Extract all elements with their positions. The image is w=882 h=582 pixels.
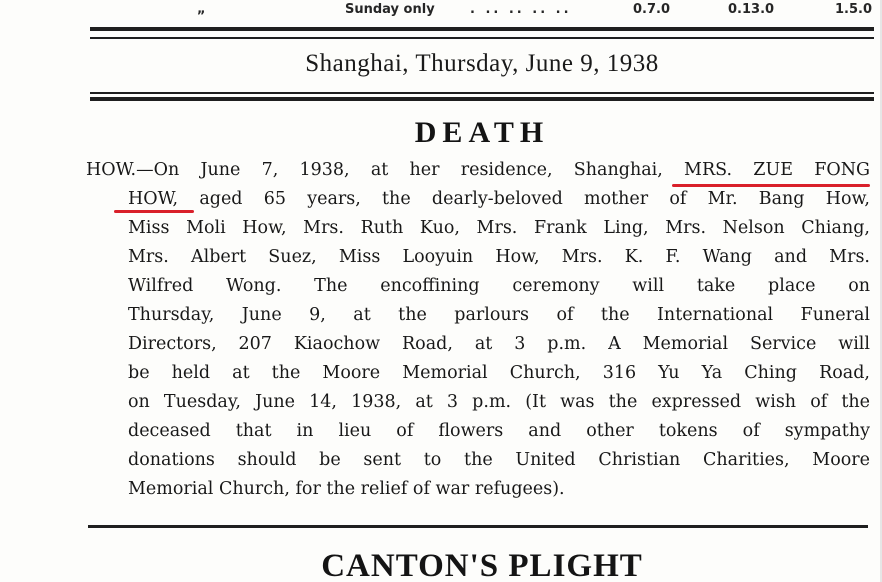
notice-heading: DEATH <box>414 116 550 149</box>
dateline: Shanghai, Thursday, June 9, 1938 <box>305 50 659 77</box>
notice-line-12: Memorial Church, for the relief of war refugees). <box>128 479 565 499</box>
notice-line-9: on Tuesday, June 14, 1938, at 3 p.m. (It was the expressed wish of the <box>128 392 870 412</box>
rate-value-1: 0.7.0 <box>633 2 671 17</box>
rate-row-label: Sunday only <box>345 2 435 17</box>
rate-value-2: 0.13.0 <box>728 2 775 17</box>
notice-line-8: be held at the Moore Memorial Church, 316 Yu Ya Ching Road, <box>128 363 870 383</box>
notice-line-2: HOW, aged 65 years, the dearly-beloved mother of Mr. Bang How, <box>128 189 870 209</box>
notice-line-7: Directors, 207 Kiaochow Road, at 3 p.m. A Memorial Service will <box>128 334 870 354</box>
highlight-underline-name-part-2 <box>114 210 194 213</box>
next-article-heading: CANTON'S PLIGHT <box>321 548 643 582</box>
notice-line-4: Mrs. Albert Suez, Miss Looyuin How, Mrs. K. F. Wang and Mrs. <box>128 247 870 267</box>
rate-value-3: 1.5.0 <box>835 2 873 17</box>
notice-line-6: Thursday, June 9, at the parlours of the International Funeral <box>128 305 870 325</box>
notice-line-5: Wilfred Wong. The encoffining ceremony will take place on <box>128 276 870 296</box>
notice-line-10: deceased that in lieu of flowers and other tokens of sympathy <box>128 421 870 441</box>
ditto-mark: „ <box>197 2 206 17</box>
highlight-underline-name-part-1 <box>672 184 870 187</box>
notice-line-3: Miss Moli How, Mrs. Ruth Kuo, Mrs. Frank Ling, Mrs. Nelson Chiang, <box>128 218 870 238</box>
leader-dots: . .. .. .. .. <box>470 2 572 17</box>
notice-line-1: HOW.—On June 7, 1938, at her residence, Shanghai, MRS. ZUE FONG <box>86 160 870 180</box>
notice-line-11: donations should be sent to the United Christian Charities, Moore <box>128 450 870 470</box>
section-divider <box>88 525 868 528</box>
